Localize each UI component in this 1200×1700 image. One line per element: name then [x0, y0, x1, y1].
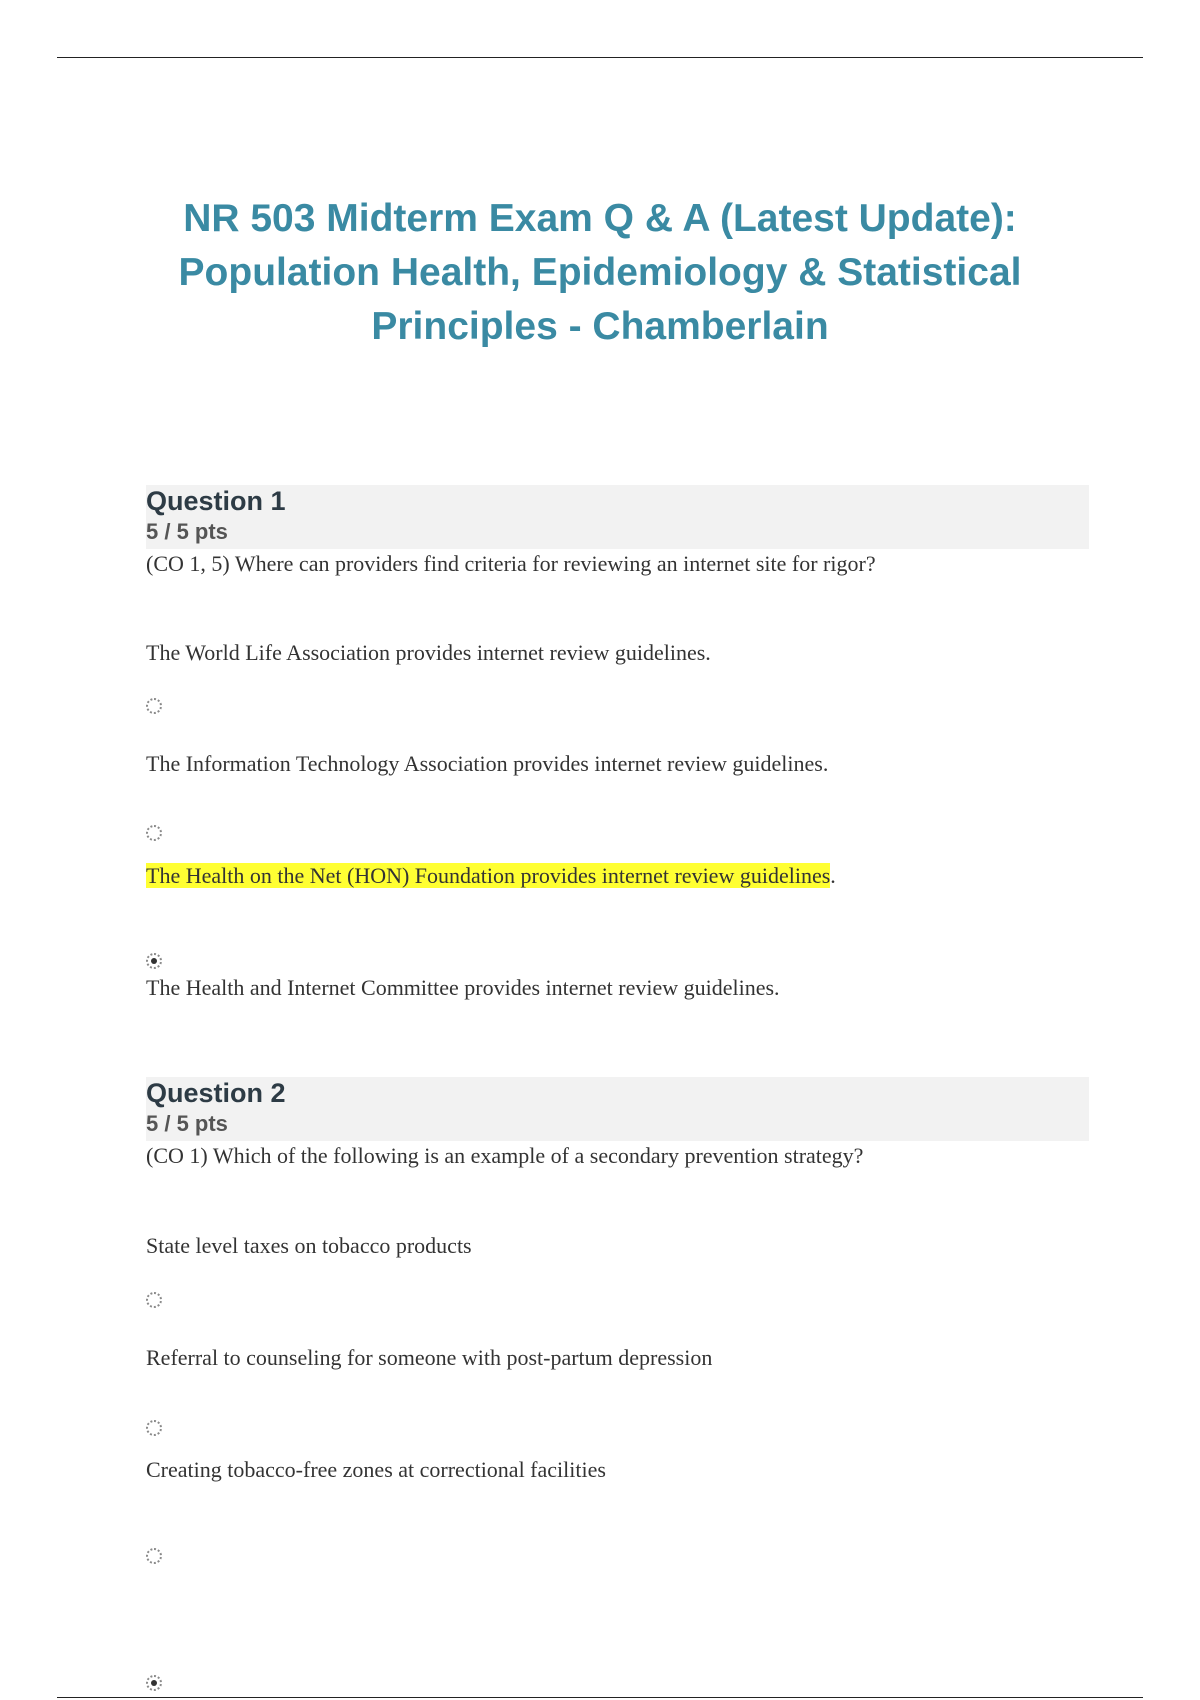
q2-answer-1-text[interactable]: State level taxes on tobacco products	[146, 1233, 472, 1258]
top-rule	[57, 57, 1143, 58]
question-2-text: (CO 1) Which of the following is an example of a secondary prevention strategy?	[146, 1143, 864, 1168]
q1-answer-3-radio-selected[interactable]	[146, 953, 162, 969]
q1-answer-3-suffix: .	[830, 863, 836, 888]
question-2-points: 5 / 5 pts	[146, 1111, 228, 1136]
q1-answer-4-text[interactable]: The Health and Internet Committee provides internet review guidelines.	[146, 975, 780, 1000]
q1-answer-3[interactable]	[146, 862, 836, 890]
q1-answer-1-text[interactable]: The World Life Association provides internet review guidelines.	[146, 640, 711, 665]
question-2-header	[146, 1077, 1089, 1141]
q2-answer-2-text[interactable]: Referral to counseling for someone with post-partum depression	[146, 1345, 713, 1370]
question-2-title: Question 2	[146, 1078, 286, 1108]
question-1-header	[146, 485, 1089, 549]
title-line-2: Population Health, Epidemiology & Statistical	[178, 251, 1022, 294]
q2-answer-1-radio[interactable]	[146, 1292, 162, 1308]
document-title	[100, 192, 1100, 354]
q1-answer-2-radio[interactable]	[146, 825, 162, 841]
question-1-title: Question 1	[146, 486, 286, 516]
q1-answer-2-text[interactable]: The Information Technology Association provides internet review guidelines.	[146, 751, 829, 776]
question-1	[146, 485, 1089, 1005]
q2-answer-4-radio-selected[interactable]	[146, 1675, 162, 1691]
bottom-rule	[57, 1697, 1143, 1698]
q1-answer-3-text-highlighted: The Health on the Net (HON) Foundation provides internet review guidelines	[146, 863, 831, 888]
q1-answer-1-radio[interactable]	[146, 698, 162, 714]
title-line-3: Principles - Chamberlain	[371, 305, 829, 348]
q2-answer-3-text[interactable]: Creating tobacco-free zones at correctional facilities	[146, 1457, 606, 1482]
question-2	[146, 1077, 1089, 1557]
q2-answer-3-radio[interactable]	[146, 1548, 162, 1564]
q2-answer-2-radio[interactable]	[146, 1420, 162, 1436]
question-1-points: 5 / 5 pts	[146, 519, 228, 544]
title-line-1: NR 503 Midterm Exam Q & A (Latest Update):	[183, 197, 1017, 240]
question-1-text: (CO 1, 5) Where can providers find criteria for reviewing an internet site for rigor?	[146, 551, 876, 576]
